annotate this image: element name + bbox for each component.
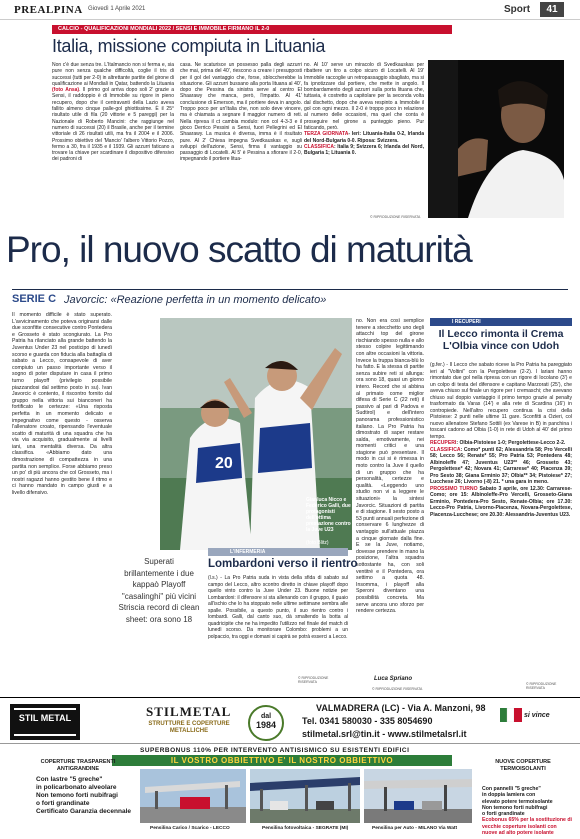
- top-article-col1: Non c'è due senza tre. L'Italmancio non si ferma e, sia pure non senza qualche difficoltà, coglie il tris di successi (tutti per 2-0) in altrettante partite del girone di qualificazione ai Mondiali in Qatar, battendo la Lituania (foto Ansa). Il primo gol arriva dopo soli 2' grazie a Sensi, il raddoppio è di Immobile su rigore in pieno recupero, dopo che il centravanti della Lazio aveva fallito almeno cinque palle-gol ghiottissime. È il 25° risultato utile di fila (20 vittorie e 5 pareggi) per la Nazionale di Roberto Mancini: che raggiunge nel numero di successi (20) il Brasile, anche per il termine vittoriale di 26 risultati utili, ma fra il 2004 e il 2006. Prossimo obiettivo del 'Mancio' l'albero Vittorio Pozzo, fermo a 30, fra il 1935 e il 1939. Gli azzurri faticano a trovare la chiave per scardinare il dispositivo difensivo dei padroni di: [52, 62, 174, 163]
- top-article-title: Italia, missione compiuta in Lituania: [52, 36, 326, 56]
- caption-segrate: Pensilina fotovoltaica - SEGRATE (MI): [262, 826, 349, 831]
- page-header: [0, 0, 580, 20]
- pensilina-milano-image: [364, 769, 472, 823]
- stilmetal-name: STILMETAL: [146, 704, 232, 719]
- photo-credit: (foto Blitz): [306, 540, 329, 546]
- svg-text:20: 20: [215, 455, 233, 472]
- caption-milano: Pensilina per Auto - MILANO Via Watt: [372, 826, 458, 831]
- top-article-photo: [428, 60, 564, 218]
- article-signature: Luca Spriano: [374, 676, 413, 682]
- infermeria-box: [208, 548, 358, 684]
- top-article-col3: no. Al 10' serve un miracolo di Svedkauskas per ribattere un tiro a colpo sicuro di Locatelli. Al 19' Immobile raccoglie un retropassaggio sbagliato, ma si fa ipnotizzare dal portiere, che mette in angolo. Il bombardamento degli azzurri sulla porta lituana che, tuttavia, è costretto a capitolare per la seconda volta dal dischetto, dopo che aveva respinto a Immobile il gol con ogni mezzo. Il 2-0 è troppo poco in relazione al numero delle occasioni, ma quel che conta è proseguire nel girone a punteggio pieno. Pur faticando, però. TERZA GIORNATA- Ieri: Lituania-Italia 0-2, Irlanda del Nord-Bulgaria 0-0. Riposa: Svizzera. CLASSIFICA: Italia 9; Svizzera 6; Irlanda del Nord, Bulgaria 1; Lituania 0.: [304, 62, 424, 157]
- pensilina-lecco-image: [140, 769, 246, 823]
- since-badge: dal 1984: [248, 705, 284, 741]
- infermeria-label: L'INFERMERIA: [208, 548, 348, 556]
- right-ad-list: Con pannelli "5 greche" in doppia lamiera con elevato potere termoisolante Non temono forti nubifragi o forti grandinate Ecobonus 65% per la sostituzione di vecchie coperture isolanti con nuove ad alto potere isolante: [482, 786, 572, 837]
- superbonus-banner: IL VOSTRO OBBIETTIVO E' IL NOSTRO OBBIETTIVO: [112, 755, 452, 766]
- pensilina-segrate-image: [250, 769, 360, 823]
- stilmetal-web: stilmetal.srl@tin.it - www.stilmetalsrl.it: [302, 729, 467, 739]
- infermeria-title: Lombardoni verso il rientro: [208, 558, 358, 570]
- recuperi-title: Il Lecco rimonta il Crema L'Olbia vince con Udoh: [438, 328, 564, 352]
- divider: [12, 289, 568, 290]
- stilmetal-logo: [10, 704, 80, 740]
- recuperi-label: I RECUPERI: [430, 318, 572, 326]
- left-ad-title: COPERTURE TRASPARENTI ANTIGRANDINE: [40, 759, 116, 772]
- infermeria-body: (l.s.) - La Pro Patria suda in vista della sfida di sabato sul campo del Lecco, altro scontro diretto in chiave playoff dopo quello vinto contro la Juve Under 23. Buone notizie per Lombardoni: il difensore si sta allenando con il gruppo, il guaio all'ischio che lo ha stoppato nelle ultime settimane sembra alle spalle. Possibile, a questo punto, il suo rientro contro i lombardi. Galli, dal canto suo, dà smaltendo la botta al quadricipite che ne ha impedito l'utilizzo nel finale del match di lunedì scorso. Da monitorare Colombo: problemi a un polpaccio, tra oggi e domani si capirà se potrà esserci a Lecco.: [208, 575, 348, 640]
- stilmetal-address: VALMADRERA (LC) - Via A. Manzoni, 98: [316, 703, 486, 713]
- main-article-col1: Il momento difficile è stato superato. L'avvicinamento che poteva originarsi dalle due sconfitte consecutive contro Pontedera e Grosseto è stato scongiurato. La Pro Patria ha rilanciato alla grande battendo la Juventus Under 23 nel posticipo di lunedì scorso e guarda con fiducia alla battaglia di sabato a Lecco, consapevole di aver compiuto un passo importante verso il sogno di poter disputare in casa il primo turno playoff (privilegio possibile piazzandosi dal settimo posto in su). Ivan Javorcic è contento, il riscontro fornito dal gruppo nella vittoria sui bianconeri ha fortificato le certezze: «Una risposta perfetta in un momento delicato e impegnativo come questo - osserva l'allenatore croato, ripensando l'eventuale scatto di maturità di una squadra che ha via via acquisito, gradualmente ai livelli iani, una mentalità diversa. Da altra classifica. «Abbiamo dato una dimostrazione di compattezza in una partita non semplice. Forse abbiamo preso un po' di più ancora che col Grosseto, ma i nostri ragazzi hanno gestito bene il ritmo e ci hanno mandato in campo giusti e a livello difensivo.: [12, 312, 112, 497]
- recuperi-sidebar: [430, 318, 572, 688]
- main-article-subtitle: Javorcic: «Reazione perfetta in un momento delicato»: [64, 294, 327, 306]
- main-article-col3: no. Non era così semplice tenere a stecchetto uno degli attacchi top del girone rischiando spesso nulla e allo stesso colpire legittimando con altre occasioni la vittoria. Invece la truppa bianca-blù lo ha fatto. E la stessa di partite senza subire reti si allunga: ora sono 18, quasi un giorno intero. Record che si abbina al primato come miglior difesa di Serie C (22 reti) il passivo al pari di Padova e Sudtirol) e dell'intero panorama professionistico italiano. La Pro Patria ha dimostrato di saper restare salda, emotivamente, nei momenti critici e una stagione può presentare. Il modo in cui si è rimessa in moto contro la Juve il quello di un gruppo che ha personalità, certezze e qualità. «Leggendo uno studio non vi a leggere le situazioni» la sintesi Javorcic. Situazioni di partita e di stagione. Il sesto posto a 53 punti annuali perfezione di conservare 6 lunghezze di vantaggio sull'attuale piazza a cinque giornate dalla fine. E se la Juve, notiamo, dovesse prendere in mano la posizione, l'altra squadra sottostante ha, con soli ventitré e il Pontedera, ora settimo a quota 48. Insomma, i playoff alla Speroni diventano una possibilità concreta. Ma serve ancora uno sforzo per rendere certezza.: [356, 318, 424, 615]
- svg-text:STIL METAL: STIL METAL: [18, 713, 72, 723]
- pull-quote: Superati brillantemente i due kappaò Playoff "casalinghi" più vicini Striscia record di clean sheet: ora sono 18: [118, 557, 200, 624]
- top-article-credit: © RIPRODUZIONE RISERVATA: [370, 215, 421, 219]
- left-ad-list: Con lastre "5 greche" in policarbonato alveolare Non temono forti nubifragi o forti grandinate Certificato Garanzia decennale: [36, 776, 132, 815]
- stilmetal-phone: Tel. 0341 580030 - 335 8054690: [302, 716, 433, 726]
- superbonus-ad: [0, 746, 580, 839]
- infermeria-credit: © RIPRODUZIONE RISERVATA: [298, 676, 329, 684]
- superbonus-headline: SUPERBONUS 110% PER INTERVENTO ANTISISMICO SU ESISTENTI EDIFICI: [140, 747, 410, 754]
- uniti-slogan: si vince: [500, 708, 550, 722]
- newspaper-brand: PREALPINA: [14, 4, 83, 16]
- main-article-title: Pro, il nuovo scatto di maturità: [6, 229, 472, 270]
- main-article-credit: © RIPRODUZIONE RISERVATA: [372, 687, 423, 691]
- caption-lecco: Pensilina Carico / Scarico - LECCO: [150, 826, 230, 831]
- recuperi-body: (g.fer.) - Il Lecco che sabato riceve la Pro Patria ha pareggiato ieri al "Voltini" con la Pergolettese (2-2). I lariani hanno rimontato due gol nella ripresa con un rigore di Iocolano (3') e un colpo di testa del difensore e capitano Marzorati (25'), che aveva chiuso sul finale un rigore per i cremaschi; che avevano chiuso sul doppio vantaggio il primo tempo grazie al penalty trasformato da Varas (14') e alla rete di Scardina (16') in contropiede. Nell'altro recupero continua la crisi della Pistoiese: 2 punti nelle ultime 11 gare. Sconfitti a Ozieri, col nuovo allenatore Stefano Sottili (ex Varese in B) in panchina i toscani cadono ad Olbia (1-0) in rete di Udoh al 40' del primo tempo. RECUPERI: Olbia-Pistoiese 1-0; Pergolettese-Lecco 2-2. CLASSIFICA: Como* punti 62; Alessandria 58; Pro Vercelli 58; Lecco 56; Renate* 55; Pro Patria 53; Pontedera 48; Albinoleffe 47; Juventus U23** 46; Grosseto 43; Pergolettese* 42; Novara 41; Carrarese* 40; Piacenza 39; Pro Sesto 38; Giana Erminio 37; Olbia** 34; Pistoiese* 27; Lucchese 26; Livorno (-8) 21. * una gara in meno. PROSSIMO TURNO Sabato 3 aprile, ore 12.30: Carrarese-Como; ore 15: Albinoleffe-Pro Vercelli, Grosseto-Giana Erminio, Pontedera-Pro Sesto, Renate-Olbia; ore 17.30: Lecco-Pro Patria, Livorno-Piacenza, Novara-Pergolettese, Piacenza-Lucchese; ore 20.30: Alessandria-Juventus U23.: [430, 362, 572, 518]
- stilmetal-subtitle: STRUTTURE E COPERTURE METALLICHE: [148, 721, 230, 734]
- right-ad-title: NUOVE COPERTURE TERMOISOLANTI: [495, 759, 551, 772]
- top-article-kicker: CALCIO - QUALIFICAZIONI MONDIALI 2022 / SENSI E IMMOBILE FIRMANO IL 2-0: [52, 25, 452, 34]
- section-tag: SERIE C: [12, 293, 57, 305]
- section-name: Sport: [504, 4, 531, 15]
- top-article-col2: casa. Ne scaturisce un possesso palla degli azzurri che mai, prima del 40', riescono a creare i presupposti per il gol del vantaggio che, forse, sbloccherebbe la situazione. Gli azzurri bussano alla porta lituana al 40', dopo che Pessina da sinistra serve al centro El Shaarawy che manca, però, l'impatto. Al 41' conclusione di Emerson, ma il portiere deva in angolo. Troppo poco per un'Italia che, non solo deve vincere, ma è chiamata a segnare il maggior numero di reti. Nella ripresa il ct cambia modulo: non col 4-3-3 e il gioco Derrico Pessini a Sensi, fuori Pellegrini ed El Shaarawy. La musica è diversa, imma è il risultato pure. Al 2' Chiesa impegna Svedkauskas e, sugli sviluppi dell'azione, Sensi, firma il vantaggio su passaggio di Locatelli. Al 5' è Pessina a sfiorare il 2-0, impegnando il portiere litua-: [180, 62, 302, 163]
- recuperi-credit: © RIPRODUZIONE RISERVATA: [526, 682, 557, 690]
- issue-date: Giovedì 1 Aprile 2021: [88, 6, 146, 12]
- flag-icon: [500, 708, 522, 722]
- stilmetal-ad: [0, 697, 580, 744]
- page-number: 41: [540, 2, 564, 17]
- photo-caption: Gianluca Nicco e Federico Galli, due protagonisti dell'ottima prestazione contro la Juve U23: [306, 497, 351, 533]
